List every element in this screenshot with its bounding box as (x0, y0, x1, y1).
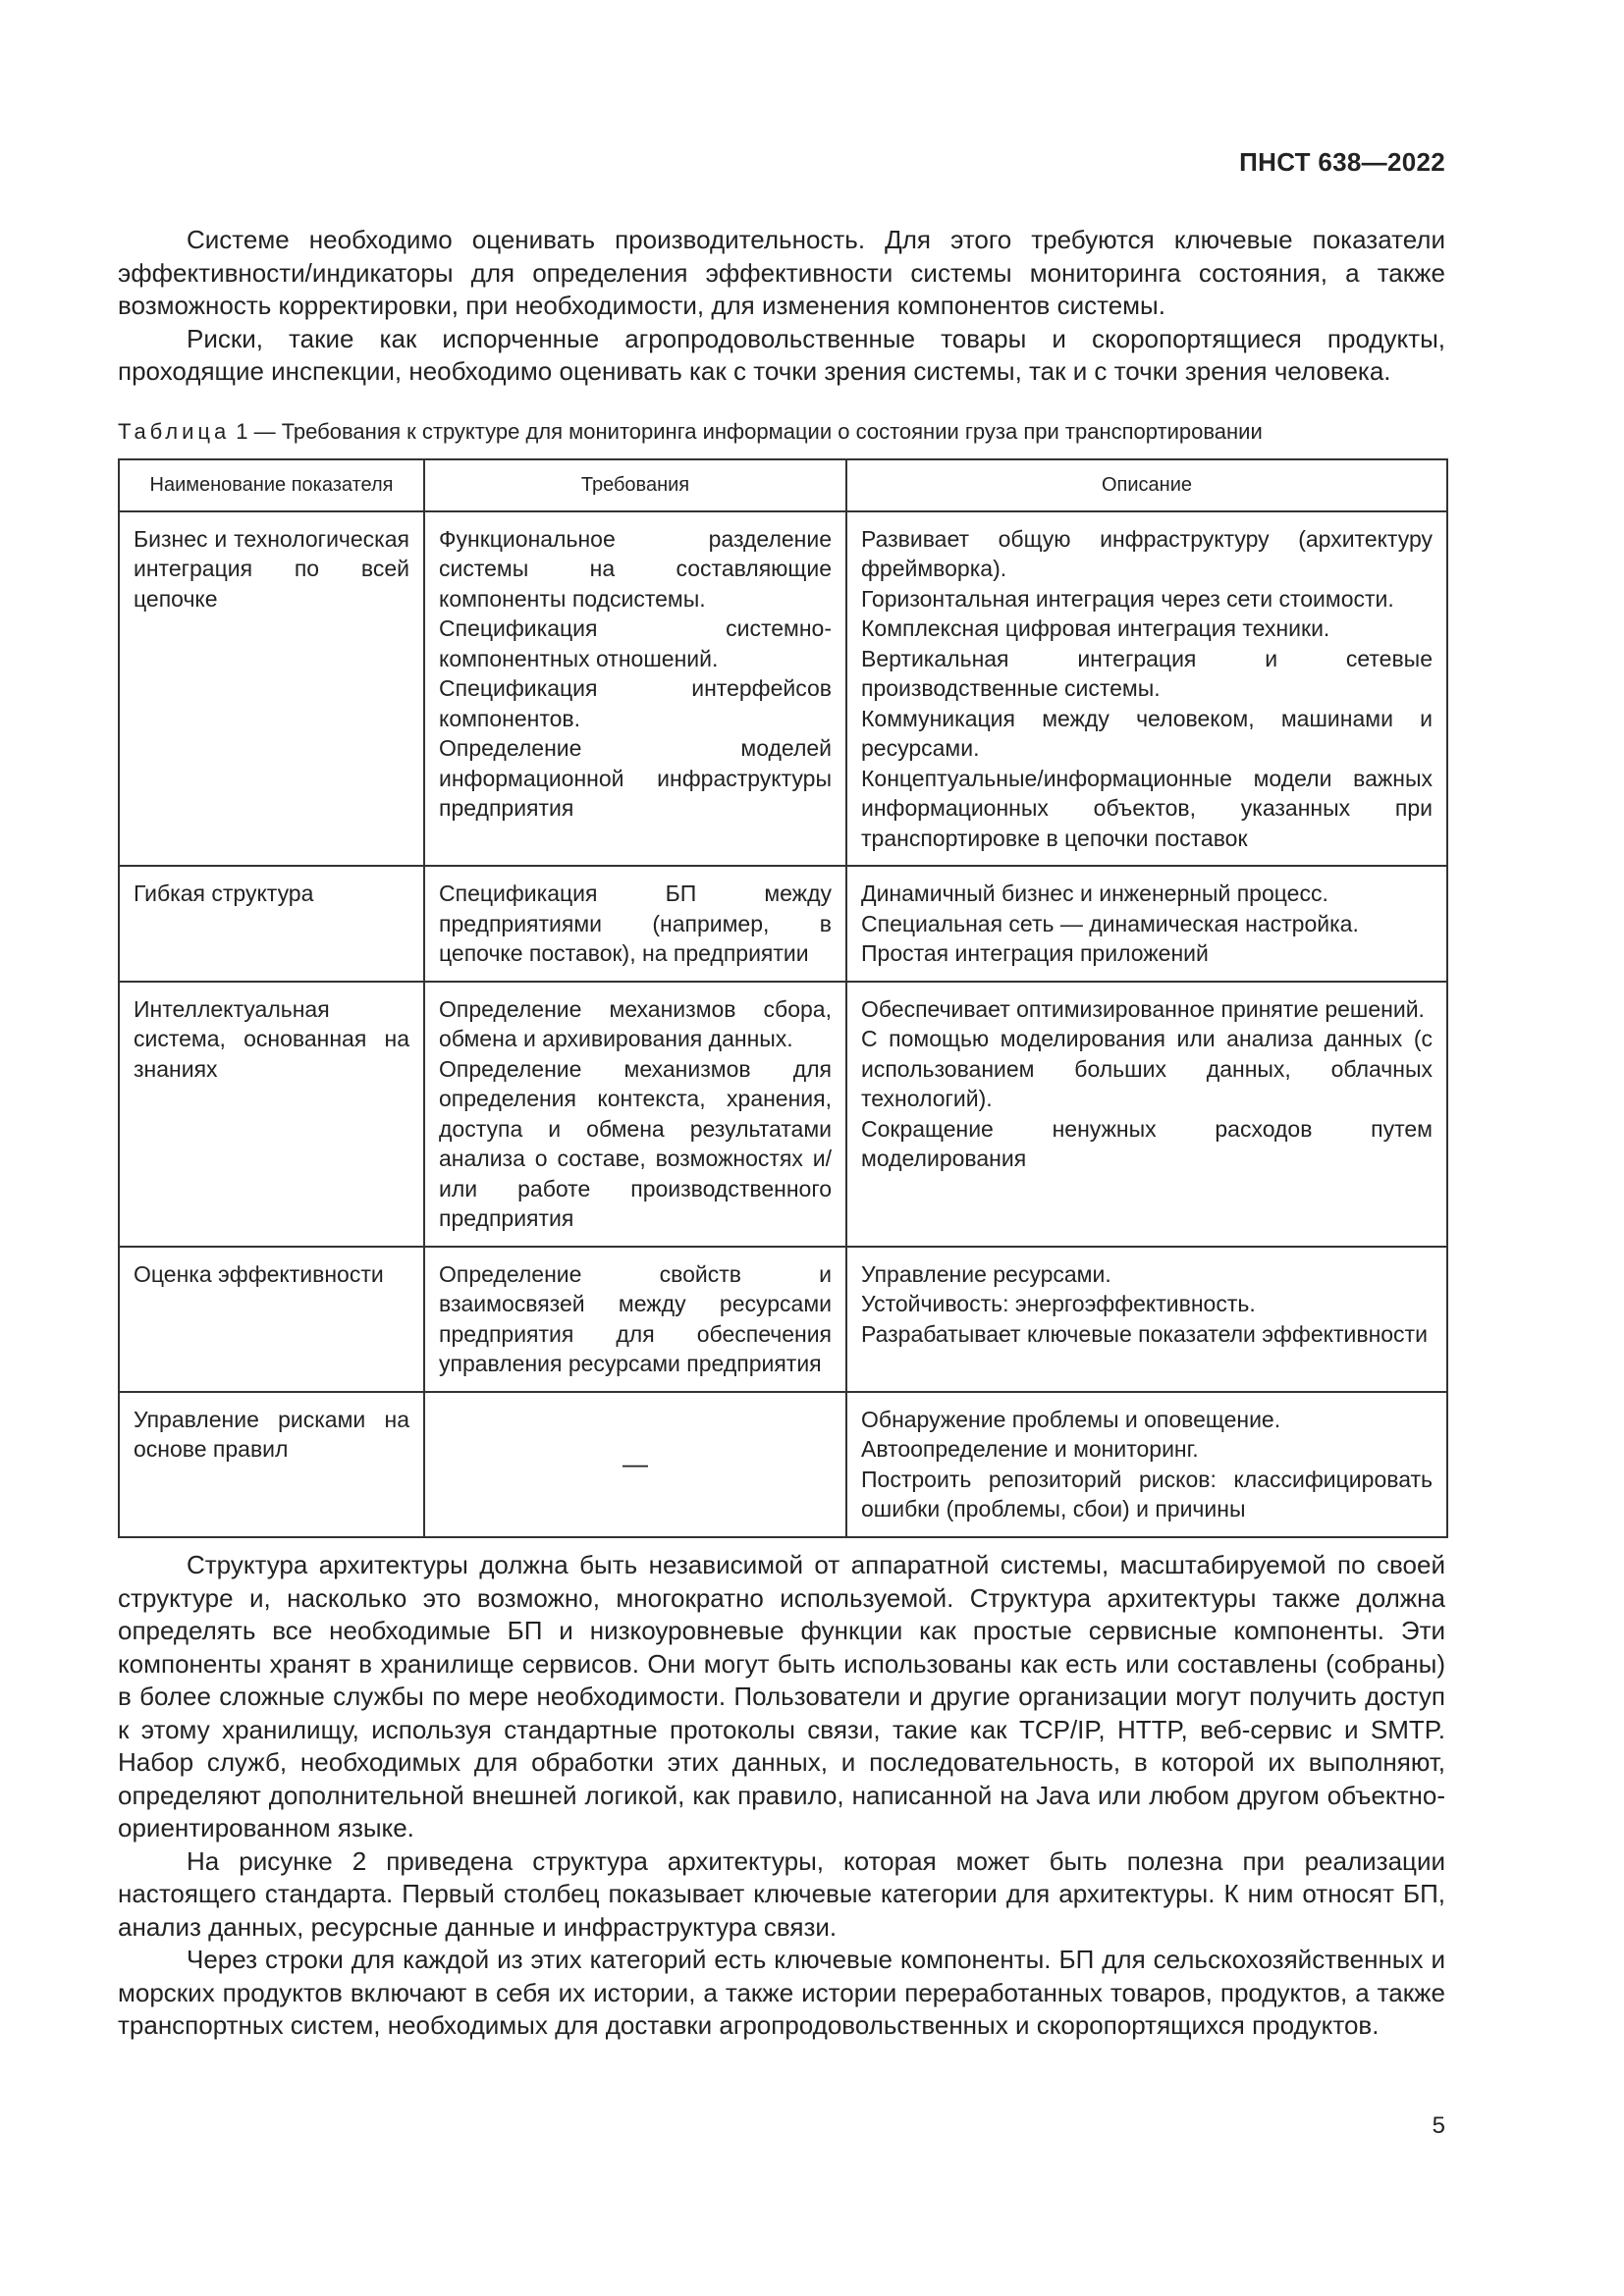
paragraph: Риски, такие как испорченные агропродовольственные товары и скоропортящиеся продукты, проходящие инспекции, необходимо оценивать как с точки зрения системы, так и с точки зрения человека. (118, 323, 1445, 386)
description-line: Автоопределение и мониторинг. (861, 1436, 1199, 1462)
table-row (119, 1392, 1447, 1537)
description-line: Построить репозиторий рисков: классифицировать ошибки (проблемы, сбои) и причины (861, 1466, 1433, 1522)
requirements-table (118, 458, 1448, 1538)
requirement-line: Определение моделей информационной инфраструктуры предприятия (439, 735, 832, 821)
description-line: Обеспечивает оптимизированное принятие решений. (861, 995, 1425, 1022)
description-line: Вертикальная интеграция и сетевые производственные системы. (861, 645, 1433, 701)
table-row (119, 1247, 1447, 1392)
table-caption-text: 1 — Требования к структуре для мониторинга информации о состоянии груза при транспортировании (236, 419, 1263, 444)
table-row (119, 866, 1447, 982)
requirement-line: Спецификация системно-компонентных отношений. (439, 615, 832, 671)
table-caption-label: Таблица (118, 419, 231, 444)
description-line: Динамичный бизнес и инженерный процесс. (861, 881, 1328, 906)
description-line: Простая интеграция приложений (861, 940, 1209, 966)
indicator-name: Управление рисками на основе правил (119, 1392, 424, 1537)
description-cell (846, 1392, 1447, 1537)
requirements-cell (424, 982, 846, 1247)
description-line: Устойчивость: энергоэффективность. (861, 1291, 1256, 1316)
description-cell (846, 511, 1447, 867)
description-cell (846, 982, 1447, 1247)
description-line: Специальная сеть — динамическая настройка. (861, 910, 1359, 936)
indicator-name: Гибкая структура (119, 866, 424, 982)
requirement-line: Определение механизмов для определения контекста, хранения, доступа и обмена результатами анализа о составе, возможностях и/или работе производственного предприятия (439, 1055, 832, 1231)
document-code: ПНСТ 638—2022 (1239, 147, 1445, 177)
paragraph: Через строки для каждой из этих категорий есть ключевые компоненты. БП для сельскохозяйственных и морских продуктов включают в себя их истории, а также истории переработанных товаров, продуктов, а также транспортных систем, необходимых для доставки агропродовольственных и скоропортящихся продуктов. (118, 1945, 1445, 2040)
description-line: Обнаружение проблемы и оповещение. (861, 1406, 1281, 1432)
column-header-name: Наименование показателя (119, 459, 424, 511)
column-header-description: Описание (846, 459, 1447, 511)
requirement-line: Определение механизмов сбора, обмена и архивирования данных. (439, 995, 832, 1051)
requirement-line: Спецификация БП между предприятиями (например, в цепочке поставок), на предприятии (439, 881, 832, 966)
page-number: 5 (1432, 2112, 1445, 2139)
column-header-requirements: Требования (424, 459, 846, 511)
indicator-name: Оценка эффективности (119, 1247, 424, 1392)
description-line: Развивает общую инфраструктуру (архитектуру фреймворка). (861, 525, 1433, 581)
requirements-dash: — (424, 1392, 846, 1537)
description-line: Концептуальные/информационные модели важных информационных объектов, указанных при транспортировке в цепочки поставок (861, 765, 1433, 851)
requirements-cell (424, 511, 846, 867)
requirements-cell (424, 1247, 846, 1392)
requirement-line: Функциональное разделение системы на составляющие компоненты подсистемы. (439, 525, 832, 612)
requirement-line: Определение свойств и взаимосвязей между ресурсами предприятия для обеспечения управления ресурсами предприятия (439, 1260, 832, 1376)
table-row (119, 982, 1447, 1247)
indicator-name: Интеллектуальная система, основанная на знаниях (119, 982, 424, 1247)
table-caption (118, 418, 1445, 446)
body-text (118, 1549, 1445, 2043)
paragraph: Структура архитектуры должна быть независимой от аппаратной системы, масштабируемой по своей структуре и, насколько это возможно, многократно используемой. Структура архитектуры также должна определять все необходимые БП и низкоуровневые функции как простые сервисные компоненты. Эти компоненты хранят в хранилище сервисов. Они могут быть использованы как есть или составлены (собраны) в более сложные службы по мере необходимости. Пользователи и другие организации могут получить доступ к этому хранилищу, используя стандартные протоколы связи, такие как TCP/IP, HTTP, веб-сервис и SMTP. Набор служб, необходимых для обработки этих данных, и последовательность, в которой их выполняют, определяют дополнительной внешней логикой, как правило, написанной на Java или любом другом объектно-ориентированном языке. (118, 1550, 1445, 1842)
requirements-cell (424, 866, 846, 982)
intro-text (118, 224, 1445, 389)
paragraph: Системе необходимо оценивать производительность. Для этого требуются ключевые показатели эффективности/индикаторы для определения эффективности системы мониторинга состояния, а также возможность корректировки, при необходимости, для изменения компонентов системы. (118, 225, 1445, 320)
indicator-name: Бизнес и технологическая интеграция по всей цепочке (119, 511, 424, 867)
table-row (119, 511, 1447, 867)
description-cell (846, 866, 1447, 982)
description-line: Комплексная цифровая интеграция техники. (861, 615, 1330, 641)
description-line: Управление ресурсами. (861, 1260, 1111, 1287)
description-line: С помощью моделирования или анализа данных (с использованием больших данных, облачных технологий). (861, 1026, 1433, 1111)
description-line: Коммуникация между человеком, машинами и ресурсами. (861, 705, 1433, 761)
description-line: Разрабатывает ключевые показатели эффективности (861, 1320, 1428, 1347)
description-line: Горизонтальная интеграция через сети стоимости. (861, 585, 1394, 612)
requirement-line: Спецификация интерфейсов компонентов. (439, 675, 832, 731)
description-line: Сокращение ненужных расходов путем моделирования (861, 1115, 1433, 1171)
table-header-row (119, 459, 1447, 511)
paragraph: На рисунке 2 приведена структура архитектуры, которая может быть полезна при реализации настоящего стандарта. Первый столбец показывает ключевые категории для архитектуры. К ним относят БП, анализ данных, ресурсные данные и инфраструктура связи. (118, 1845, 1445, 1942)
description-cell (846, 1247, 1447, 1392)
